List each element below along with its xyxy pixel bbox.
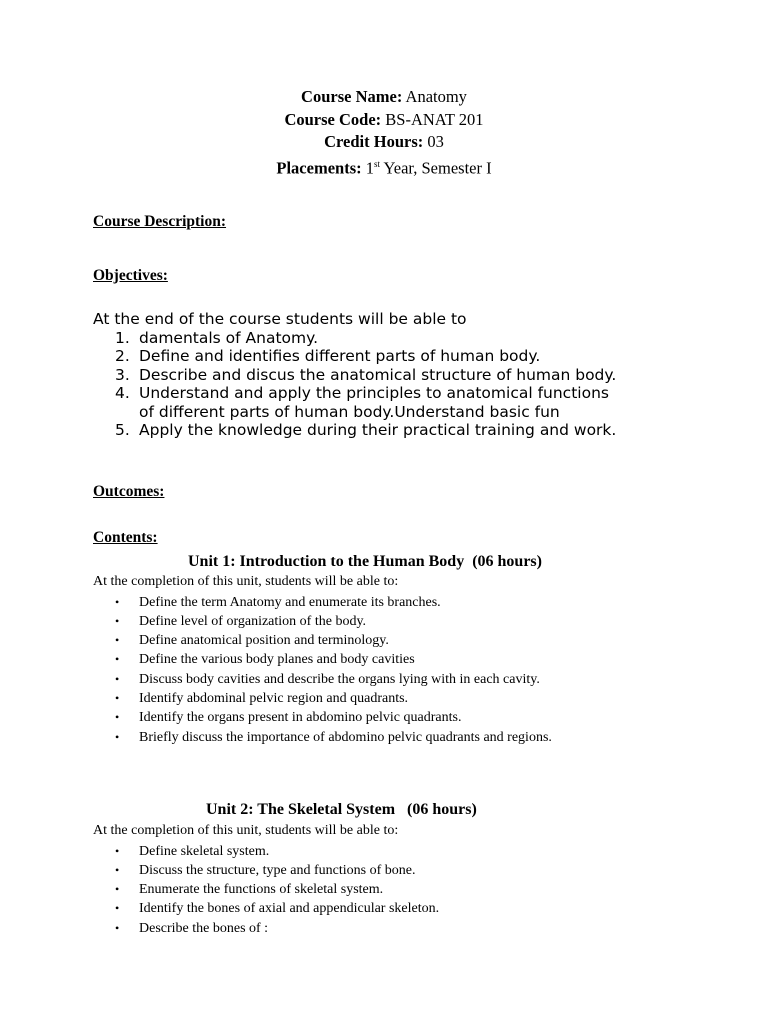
course-code-label: Course Code:: [284, 110, 382, 129]
unit-1-bullet-item: [93, 728, 552, 747]
unit-1-bullet-item: [93, 708, 552, 727]
unit-1-bullet-item: [93, 631, 552, 650]
placements-number: 1: [361, 158, 374, 178]
objective-number: 2.: [115, 347, 130, 365]
bullet-text: Identify abdominal pelvic region and quadrants.: [139, 690, 409, 706]
bullet-text: Define the term Anatomy and enumerate its branches.: [139, 594, 441, 610]
course-code-value: BS-ANAT 201: [381, 110, 484, 129]
unit-1-bullet-item: [93, 612, 552, 631]
unit-2-title: Unit 2: The Skeletal System (06 hours): [206, 801, 477, 818]
bullet-marker: •: [115, 594, 120, 609]
bullet-text: Enumerate the functions of skeletal system.: [139, 882, 384, 898]
unit-1-title: Unit 1: Introduction to the Human Body (06 hours): [188, 553, 542, 570]
unit-1-intro: At the completion of this unit, students will be able to:: [93, 574, 399, 589]
unit-2-bullet-item: [93, 919, 439, 938]
bullet-marker: •: [115, 613, 120, 628]
bullet-text: Discuss the structure, type and functions of bone.: [139, 862, 416, 878]
objective-text: Apply the knowledge during their practical training and work.: [139, 421, 617, 439]
unit-2-bullet-item: [93, 899, 439, 918]
course-code-line: [0, 110, 768, 130]
objectives-intro: At the end of the course students will be able to: [93, 310, 467, 328]
unit-2-intro: At the completion of this unit, students will be able to:: [93, 823, 399, 838]
objective-item: [93, 421, 616, 440]
objective-number: 4.: [115, 384, 130, 402]
bullet-marker: •: [115, 729, 120, 744]
objective-text: Describe and discus the anatomical structure of human body.: [139, 365, 617, 384]
bullet-text: Define level of organization of the body.: [139, 613, 367, 629]
bullet-marker: •: [115, 882, 120, 897]
unit-2-bullet-item: [93, 880, 439, 899]
bullet-marker: •: [115, 843, 120, 858]
bullet-marker: •: [115, 652, 120, 667]
objective-item: [93, 384, 616, 421]
objective-text: Define and identifies different parts of human body.: [139, 347, 541, 365]
objectives-list: [93, 329, 616, 440]
bullet-marker: •: [115, 862, 120, 877]
bullet-text: Describe the bones of :: [139, 920, 269, 936]
objective-number: 5.: [115, 421, 130, 439]
bullet-text: Discuss body cavities and describe the organs lying with in each cavity.: [139, 671, 540, 687]
objective-item: [93, 347, 616, 366]
unit-1-bullet-item: [93, 689, 552, 708]
bullet-text: Define anatomical position and terminology.: [139, 633, 389, 649]
bullet-marker: •: [115, 710, 120, 725]
unit-1-bullet-item: [93, 593, 552, 612]
objective-text: Understand and apply the principles to anatomical functions: [139, 384, 609, 402]
unit-2-bullet-item: [93, 842, 439, 861]
objective-number: 1.: [115, 328, 130, 347]
objective-number: 3.: [115, 365, 130, 384]
bullet-marker: •: [115, 633, 120, 648]
bullet-text: Identify the organs present in abdomino pelvic quadrants.: [139, 710, 462, 726]
credit-hours-line: [0, 132, 768, 152]
credit-hours-value: 03: [423, 132, 444, 151]
course-name-line: [0, 87, 768, 107]
bullet-marker: •: [115, 671, 120, 686]
placements-rest: Year, Semester I: [380, 158, 492, 178]
bullet-marker: •: [115, 920, 120, 935]
objective-text: damentals of Anatomy.: [139, 328, 319, 347]
unit-1-list: [93, 593, 552, 747]
credit-hours-label: Credit Hours:: [324, 132, 424, 151]
outcomes-heading: Outcomes:: [93, 483, 165, 500]
placements-label: Placements:: [276, 158, 362, 178]
unit-1-bullet-item: [93, 650, 552, 669]
bullet-text: Define the various body planes and body cavities: [139, 652, 415, 668]
placements-line: [0, 154, 768, 179]
course-name-value: Anatomy: [402, 87, 467, 106]
course-name-label: Course Name:: [301, 87, 403, 106]
unit-1-bullet-item: [93, 670, 552, 689]
course-description-heading: Course Description:: [93, 213, 227, 230]
bullet-text: Define skeletal system.: [139, 843, 270, 859]
unit-2-list: [93, 842, 439, 938]
contents-heading: Contents:: [93, 529, 158, 546]
bullet-text: Briefly discuss the importance of abdomino pelvic quadrants and regions.: [139, 729, 552, 745]
placements-ordinal: st: [373, 159, 380, 169]
objective-item: [93, 329, 616, 348]
objective-item: [93, 366, 616, 385]
bullet-marker: •: [115, 901, 120, 916]
bullet-marker: •: [115, 690, 120, 705]
unit-2-bullet-item: [93, 861, 439, 880]
objectives-heading: Objectives:: [93, 267, 168, 284]
bullet-text: Identify the bones of axial and appendicular skeleton.: [139, 901, 440, 917]
objective-text: of different parts of human body.Understand basic fun: [139, 402, 560, 421]
